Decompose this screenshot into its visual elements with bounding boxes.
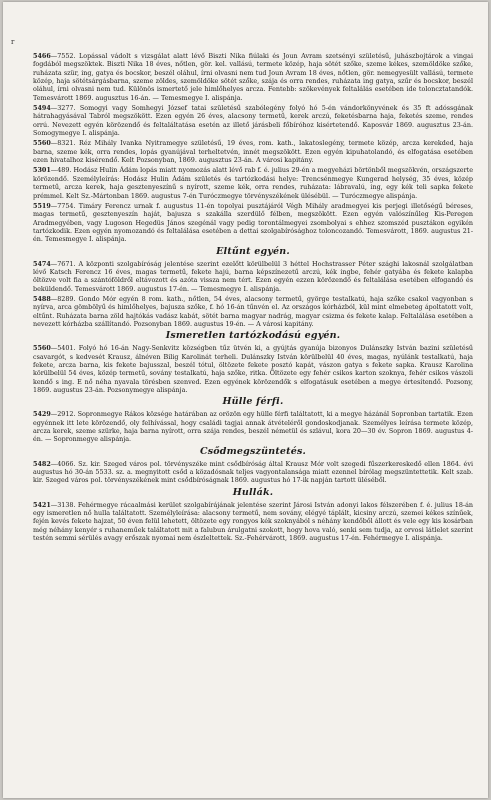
entry-number: 5474 xyxy=(33,259,51,268)
entry-5421 xyxy=(33,501,473,543)
entry-number: 5494 xyxy=(33,104,51,113)
entry-text: —7754. Timáry Ferencz urnak f. augustus 11-én topolyai pusztájáról Végh Mihály aradmegyei kis perjegi illetőségű béreses, magas termetű, gesztenyeszín haját, bajusza s szakálla szerdülő félben, megszökött. Ezen egyén valószínűleg Kis-Peregen Aradmegyében, vagy Lugoson Hegedüs János szegénál vagy pedig torontálmegyei zsombolyai s ehhez szomszéd pusztákon egyikén tartózkodik. Ezen egyén nyomozandó és feltalálása esetében a dettai szolgabírósághoz toloncozandó. Temesvárott, 1869. augustus 21-én. Temesmegye I. alispánja. xyxy=(33,201,473,244)
section-heading-missing-person: Eltűnt egyén. xyxy=(216,245,290,257)
entry-5466 xyxy=(33,52,473,102)
entry-text: —3277. Somogyi vagy Somhegyi József tatai születésű szabólegény folyó hó 5-én vándorkönyvének és 35 ft adóssgának hátrahagyásával Tabról megszökött. Ezen egyén 26 éves, alacsony termetű, kerek arczú, feketésbarna haja, feketés szeme, rendes orrú. Nevezett egyén körözendő és feltaláltatása esetén az illető járásbeli főbíróhoz kisértetendő. Kaposvár 1869. augusztus 23-án. Somogymegye I. alispánja. xyxy=(33,104,473,138)
document-body xyxy=(33,52,473,545)
entry-5519 xyxy=(33,202,473,244)
entry-number: 5519 xyxy=(33,201,51,210)
entry-5488 xyxy=(33,295,473,328)
entry-5474 xyxy=(33,260,473,293)
entry-5560b xyxy=(33,344,473,394)
entry-text: —4066. Sz. kir. Szeged város pol. törvényszéke mint csődbíróság által Krausz Mór volt szegedi fűszerkereskedő ellen 1864. évi augustus hó 30-án 5533. sz. a. megnyitott csőd a közadósnak teljes vagyontalansága miatt ezennel bírólag megszüntettetik. Kelt szab. kir. Szeged város pol. törvényszékének mint csődbíróságnak 1869. augustus hó 17-ik napján tartott üléséből. xyxy=(33,459,473,485)
entry-text: —7671. A központi szolgabíróság jelentése szerint ezelőtt körülbelül 3 héttel Hochstrasser Péter szághi lakosnál szolgálatban lévő Katsch Ferencz 16 éves, magas termetű, fekete hajú, barna képszínezetű arczú, kék ingbe, fehér gatyába és fekete kalapba öltözve volt fia a szántóföldről eltávozott és azóta vissza nem tért. Ezen egyén ezzen körözendő és feltalálása esetében elfogandó és beküldendő. Temesvárott 1869. augustus 17-én. — Temesmegye I. alispánja. xyxy=(33,259,473,293)
entry-number: 5466 xyxy=(33,52,51,60)
entry-5560 xyxy=(33,139,473,164)
entry-text: —8321. Réz Mihály Ivanka Nyitramegye születésű, 19 éves, rom. kath., lakatoslegény, termete közép, arcza kerekded, haja barna, szeme kék, orra rendes, lopás gyanújával terheltetvén, innét megszökött. Ezen egyén kipuhatolandó, és elfogatása esetében ezen hivatalhoz kisérendő. Kelt Pozsonyban, 1869. augusztus 23-án. A városi kapitány. xyxy=(33,139,473,165)
entry-number: 5301 xyxy=(33,166,51,175)
entry-number: 5560 xyxy=(33,344,51,353)
entry-number: 5488 xyxy=(33,294,51,303)
entry-text: —5401. Folyó hó 16-án Nagy-Senkvitz községben tűz ütvén ki, a gyújtás gyanúja bizonyos Dulánszky István bazini születésű csavargót, s kedvesét Krausz, álnéven Bilig Karolinát terheli. Dulánszky István körülbelül 40 éves, magas, nyúlánk testalkatú, haja fekete, arcza barna, kis fekete bajusszal, beszél tótul, öltözete fekete posztó kapát, vászon gatya s fekete sapka. Krausz Karolina körülbelül 54 éves, közép termetű, sovány testalkatú, haja szőke, ritka. Öltözete egy fehér csikos karton szoknya, fehér csikos vászoli kendő s ing. E nő néha nyavala törésben szenved. Ezen egyének körözendők s elfogatásuk esetében a megye értesítendő. Pozsony, 1869. augustus 23-án. Pozsonymegye alispánja. xyxy=(33,344,473,395)
entry-5482 xyxy=(33,460,473,485)
entry-text: —8289. Gondo Mór egyén 8 rom. kath., nőtlen, 54 éves, alacsony termetű, györge testalkatú, haja szőke csakol vagyonban s nyírva, arca gömbölyű és himlőhelyes, bajusza szőke, f. hó 16-án tűnvén el. Az országos kórházból, kül mint elmebeteg ápoltatott volt, eltűnt. Ruházata barna zöld hajtókás vadász kabát, sötét barna magyar nadrág, magyar csizma és fekete kalap. Feltalálása esetében a nevezett kórházba szállítandó. Pozsonyban 1869. augustus 19-én. — A városi kapitány. xyxy=(33,294,473,328)
entry-number: 5429 xyxy=(33,410,51,419)
section-heading-bankruptcy-termination: Csődmegszüntetés. xyxy=(199,445,307,457)
entry-5494 xyxy=(33,104,473,137)
entry-text: —489. Hodász Hulin Ádám lopás miatt nyomozás alatt lévő rab f. é. julius 29-én a megyeházi börtönből megszökvén, országszerte körözendő. Személyleírás: Hodász Hulin Ádám születés és tartózkodási helye: Trencsénmegye Kungerad helység, 35 éves, közép termetű, arcza kerek, haja gesztenyeszínű s nyírott, szeme kék, orra rendes, ruházata: lábravalú, ing, egy kék teli sapka fekete prémmel. Kelt Sz.-Mártonban 1869. augustus 7-én Turóczmegye törvényszékének ülésébül. — Turóczmegye alispánja. xyxy=(33,166,473,200)
document-page xyxy=(3,2,488,798)
entry-number: 5482 xyxy=(33,459,51,468)
entry-5301 xyxy=(33,166,473,199)
section-heading-corpses: Hullák. xyxy=(232,486,274,498)
section-heading-unknown-whereabouts: Ismeretlen tartózkodású egyén. xyxy=(165,330,341,342)
entry-5429 xyxy=(33,410,473,443)
entry-text: —3138. Fehérmegye rácaalmási kerület szolgabírájának jelentése szerint Járosi István adonyi lakos félszerében f. é. julius 18-án egy ismeretlen nő hulla találtatott. Személyleírása: alacsony termetű, nem sovány, elégyé táplált, kicsiny arczú, szemei kékes színűek, fején kevés fekete hajzat, 50 éven felül lehetett, öltözete egy rongyos kék szoknyából s néhány kendőből állott és vele egy kis kosárban még néhány kenyér s ruhaneműek találtatott mit a falubun árulgatni szokott, hogy hova való, senki sem tudja, az orvosi látlelet szerint testén semmi sérülés avagy erőszak nyomai nem észleltettek. Sz.-Fehérvárott, 1869. augustus 17-én. Fehérmegye I. alispánja. xyxy=(33,500,473,543)
entry-number: 5560 xyxy=(33,139,51,148)
entry-text: —7552. Lopással vádolt s vizsgálat alatt lévő Biszti Nika fiúlaki és Joun Avram szetsényi születésű, juhászbojtárok a vingai fogdából megszöktek. Biszti Nika 18 éves, nőtlen, gör. kel. vallású, termete közép, haja sötét szőke, szeme kékes, szemöldöke szőke, ruházata szür, ing, gatya és bocskor, beszél oláhul, írni olvasni nem tud Joun Avram 18 éves, nőtlen, gör. nemegyesült vallású, termete közép, haja sötétsárgásbarna, szeme zöldes, szemöldöke sötét szőke, szája és orra rendes, ruházata ing gatya, szűr és bocskor, beszél oláhul, írni olvasni nem tud. Különös ismertető jele himlőhelyes arcza. Fentebb: szökevények feltalálás esetében ide toloncztatandók. Temesvárott 1869. augusztus 16-án. — Temesmegye I. alispánja. xyxy=(33,52,473,102)
entry-number: 5421 xyxy=(33,500,51,509)
corner-mark: r xyxy=(11,38,15,46)
entry-text: —2912. Sopronmegye Rákos községe határában az orözön egy hülle férfi találtatott, ki a megye házánál Sopronban tartatik. Ezen egyénnek itt lete körözendő, oly felhívással, hogy családi tagjai annak átvételéről gondoskodjanak. Személyes leírása termete közép, arcza kerek, szeme szürke, haja barna nyírott, orra szája rendes, beszél németül és szlávul, kora 20—30 év. Sopron 1869. augustus 4-én. — Sopronmegye alispánja. xyxy=(33,410,473,444)
section-heading-insane-man: Hülle férfi. xyxy=(222,396,284,408)
